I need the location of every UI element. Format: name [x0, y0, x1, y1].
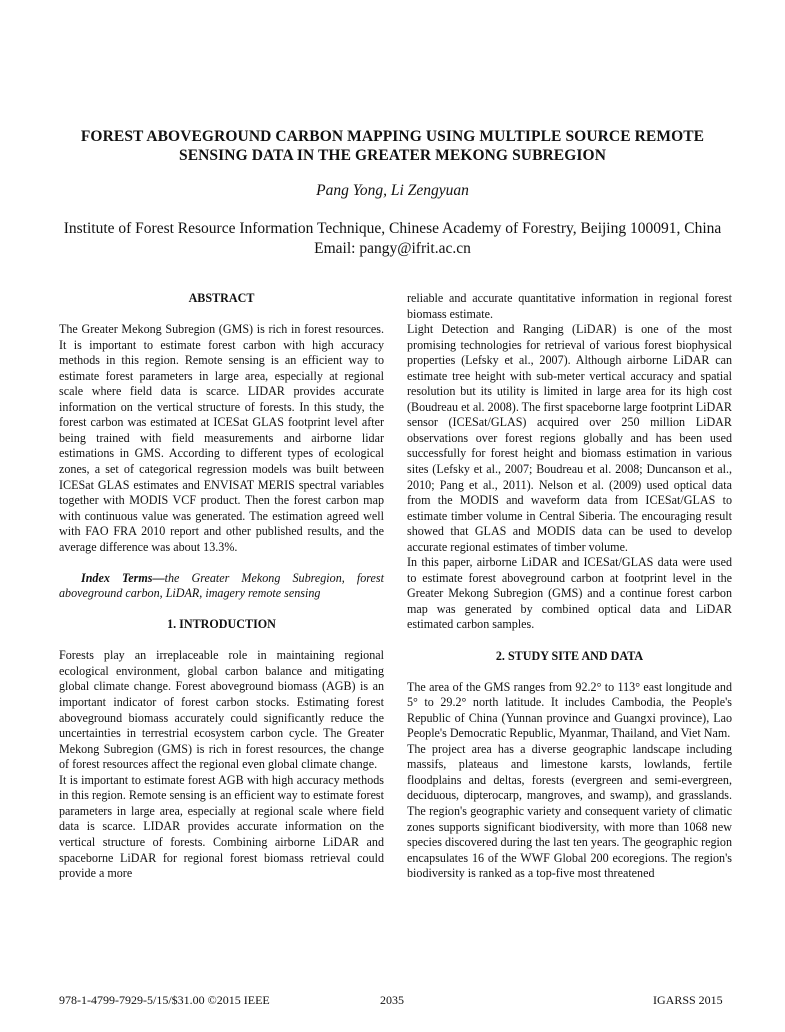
- email: Email: pangy@ifrit.ac.cn: [314, 239, 471, 257]
- study-paragraph-2: The project area has a diverse geographic landscape including massifs, plateaus and limestone karsts, lowlands, fertile floodplains and deltas, forests (evergreen and semi-evergreen, deciduous, dipterocarp, mangroves, and swamp), and grasslands. The region's geographic variety and consequent variety of climatic zones supports significant biodiversity, with more than 1068 new species discovered during the last ten years. The geographic region encapsulates 16 of the WWF Global 200 ecoregions. The region's biodiversity is ranked as a top-five most threatened: [407, 741, 732, 881]
- abstract-heading: ABSTRACT: [188, 291, 255, 305]
- right-column: [407, 291, 732, 882]
- authors: Pang Yong, Li Zengyuan: [316, 182, 469, 199]
- intro-heading: 1. INTRODUCTION: [167, 617, 276, 632]
- intro-paragraph-1: Forests play an irreplaceable role in maintaining regional ecological environment, global carbon balance and mitigating global climate change. Forest aboveground biomass (AGB) is an important indicator of forest carbon stocks. Estimating forest aboveground biomass accurately could significantly reduce the uncertainties in terrestrial ecosystem carbon cycle. The Greater Mekong Subregion (GMS) is rich in forest resources, the change of forest resources affect the regional even global climate change.: [59, 648, 384, 772]
- footer-conference: IGARSS 2015: [653, 993, 723, 1007]
- index-terms: [59, 571, 384, 602]
- title-line-2: SENSING DATA IN THE GREATER MEKONG SUBREGION: [178, 147, 606, 164]
- intro-continuation: reliable and accurate quantitative information in regional forest biomass estimate.: [407, 291, 732, 321]
- abstract-text: The Greater Mekong Subregion (GMS) is rich in forest resources. It is important to estimate forest carbon with high accuracy methods in this region. Remote sensing is an efficient way to estimate forest parameters in large area, especially at regional scale where field data is scarce. LIDAR provides accurate information on the vertical structure of forests. In this study, the forest carbon was estimated at ICESat GLAS footprint level after being trained with field measurements and airborne lidar estimations in GMS. According to different types of ecological zones, a set of categorical regression models was built between ICESat GLAS estimates and ENVISAT MERIS spectral variables together with MODIS VCF product. Then the forest carbon map with continuous value was generated. The estimation agreed well with FAO FRA 2010 report and other published results, and the average difference was about 13.3%.: [59, 322, 384, 554]
- index-terms-label: Index Terms: [81, 570, 153, 585]
- affiliation-block: [60, 219, 725, 258]
- intro-paragraph-2: It is important to estimate forest AGB with high accuracy methods in this region. Remote sensing is an efficient way to estimate forest parameters in large area, especially at regional scale where field data is scarce. LIDAR provides accurate information on the vertical structure of forests. Combining airborne LiDAR and spaceborne LiDAR for regional forest biomass retrieval could provide a more: [59, 772, 384, 881]
- left-column: [59, 291, 384, 882]
- footer-copyright: 978-1-4799-7929-5/15/$31.00 ©2015 IEEE: [59, 993, 270, 1007]
- study-heading: 2. STUDY SITE AND DATA: [495, 648, 644, 663]
- affiliation: Institute of Forest Resource Information Technique, Chinese Academy of Forestry, Beijing 100091, China: [63, 220, 722, 237]
- title-line-1: FOREST ABOVEGROUND CARBON MAPPING USING MULTIPLE SOURCE REMOTE: [80, 128, 705, 145]
- this-paper-paragraph: In this paper, airborne LiDAR and ICESat/GLAS data were used to estimate forest aboveground carbon at footprint level in the Greater Mekong Subregion (GMS) and a continue forest carbon map was generated by combined optical data and LiDAR estimated carbon samples.: [407, 555, 732, 632]
- study-paragraph-1: The area of the GMS ranges from 92.2° to 113° east longitude and 5° to 29.2° north latitude. It includes Cambodia, the People's Republic of China (Yunnan province and Guangxi province), Lao People's Democratic Republic, Myanmar, Thailand, and Viet Nam.: [407, 679, 732, 741]
- index-terms-dash: —: [152, 570, 165, 585]
- index-terms-text: the Greater Mekong Subregion, forest aboveground carbon, LiDAR, imagery remote sensing: [59, 570, 384, 601]
- footer-page-number: 2035: [380, 993, 404, 1007]
- lidar-paragraph: Light Detection and Ranging (LiDAR) is one of the most promising technologies for retrieval of various forest biophysical properties (Lefsky et al., 2007). Although airborne LiDAR can estimate tree height with sub-meter vertical accuracy and spatial resolution but its utility is limited in large area for its high cost (Boudreau et al. 2008). The first spaceborne large footprint LiDAR sensor (ICESat/GLAS) acquired over 250 million LiDAR observations over forest regions globally and has been used successfully for forest height and biomass estimation in various sites (Lefsky et al., 2007; Boudreau et al. 2008; Duncanson et al., 2010; Pang et al., 2011). Nelson et al. (2009) used optical data from the MODIS and waveform data from ICESat/GLAS to estimate timber volume in Central Siberia. The encouraging result showed that GLAS and MODIS data can be used to develop accurate regional estimates of timber volume.: [407, 322, 732, 554]
- paper-title: [40, 127, 745, 165]
